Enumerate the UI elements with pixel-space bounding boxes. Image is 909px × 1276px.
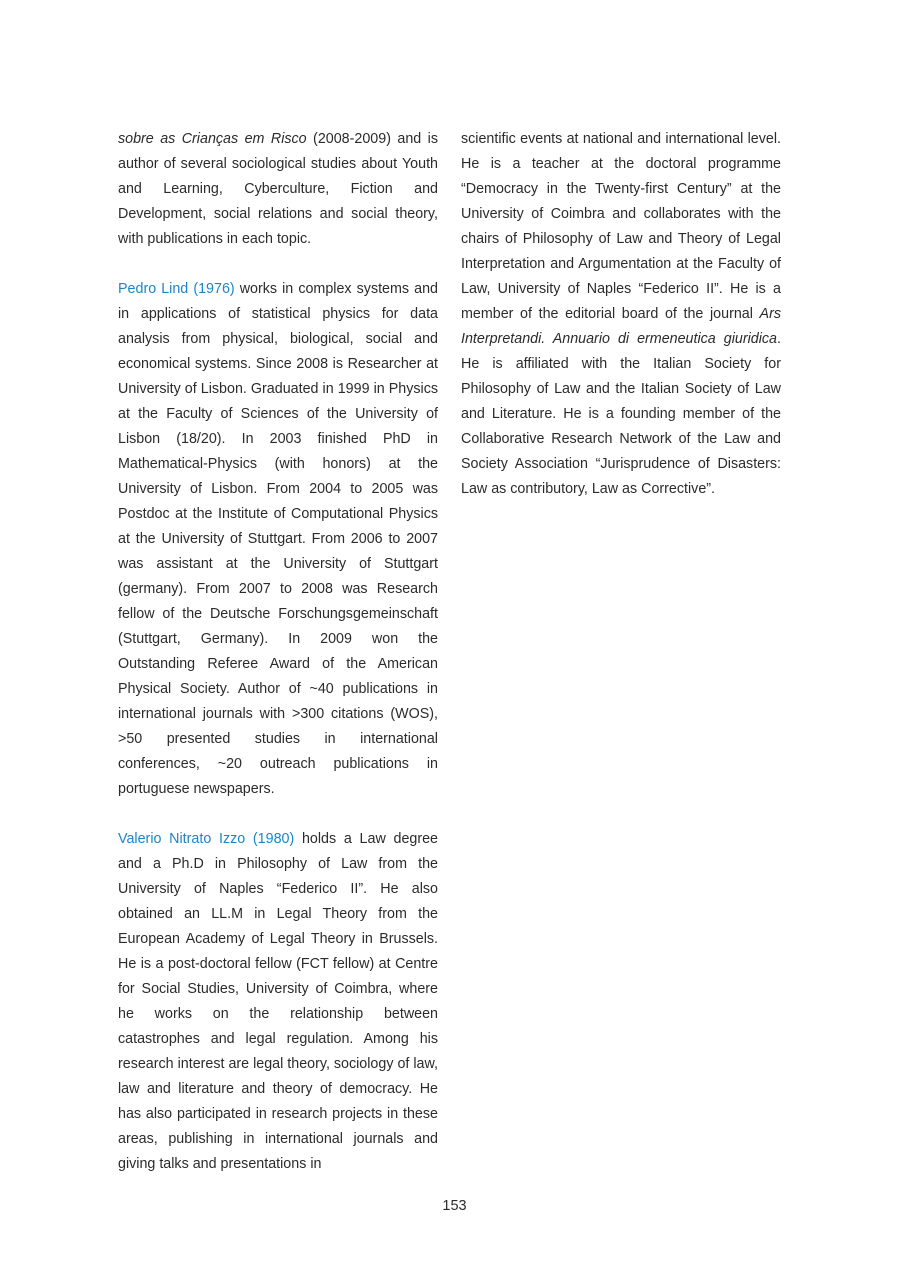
paragraph-text: works in complex systems and in applications of statistical physics for data analysis from physical, biological, social and economical systems. Since 2008 is Researcher at University of Lisbon. Graduated in 1999 in Physics at the Faculty of Sciences of the University of Lisbon (18/20). In 2003 finished PhD in Mathematical-Physics (with honors) at the University of Lisbon. From 2004 to 2005 was Postdoc at the Institute of Computational Physics at the University of Stuttgart. From 2006 to 2007 was assistant at the University of Stuttgart (germany). From 2007 to 2008 was Research fellow of the Deutsche Forschungsgemeinschaft (Stuttgart, Germany). In 2009 won the Outstanding Referee Award of the American Physical Society. Author of ~40 publications in international journals with >300 citations (WOS), >50 presented studies in international conferences, ~20 outreach publications in portuguese newspapers. (118, 281, 438, 797)
paragraph-bio-valerio-nitrato-izzo (118, 827, 438, 1177)
paragraph-text: scientific events at national and international level. He is a teacher at the doctoral programme “Democracy in the Twenty-first Century” at the University of Coimbra and collaborates with the chairs of Philosophy of Law and Theory of Legal Interpretation and Argumentation at the Faculty of Law, University of Naples “Federico II”. He is a member of the editorial board of the journal (461, 131, 781, 322)
paragraph-text: holds a Law degree and a Ph.D in Philosophy of Law from the University of Naples “Federico II”. He also obtained an LL.M in Legal Theory from the European Academy of Legal Theory in Brussels. He is a post-doctoral fellow (FCT fellow) at Centre for Social Studies, University of Coimbra, where he works on the relationship between catastrophes and legal regulation. Among his research interest are legal theory, sociology of law, law and literature and theory of democracy. He has also participated in research projects in these areas, publishing in international journals and giving talks and presentations in (118, 831, 439, 1172)
project-title-italic: sobre as Crianças em Risco (118, 131, 307, 147)
author-name-pedro-lind: Pedro Lind (1976) (118, 281, 235, 297)
paragraph-continued-bio (118, 127, 438, 252)
right-column (461, 127, 781, 527)
paragraph-text: . He is affiliated with the Italian Society for Philosophy of Law and the Italian Society of Law and Literature. He is a founding member of the Collaborative Research Network of the Law and Society Association “Jurisprudence of Disasters: Law as contributory, Law as Corrective”. (461, 331, 781, 497)
author-name-valerio-nitrato-izzo: Valerio Nitrato Izzo (1980) (118, 831, 295, 847)
page-number: 153 (442, 1198, 467, 1214)
paragraph-bio-continued (461, 127, 781, 502)
left-column (118, 127, 438, 1202)
paragraph-bio-pedro-lind (118, 277, 438, 802)
paragraph-text: (2008-2009) and is author of several sociological studies about Youth and Learning, Cyberculture, Fiction and Development, social relations and social theory, with publications in each topic. (118, 131, 438, 247)
journal-title-italic: Ars Interpretandi. Annuario di ermeneutica giuridica (461, 306, 781, 347)
